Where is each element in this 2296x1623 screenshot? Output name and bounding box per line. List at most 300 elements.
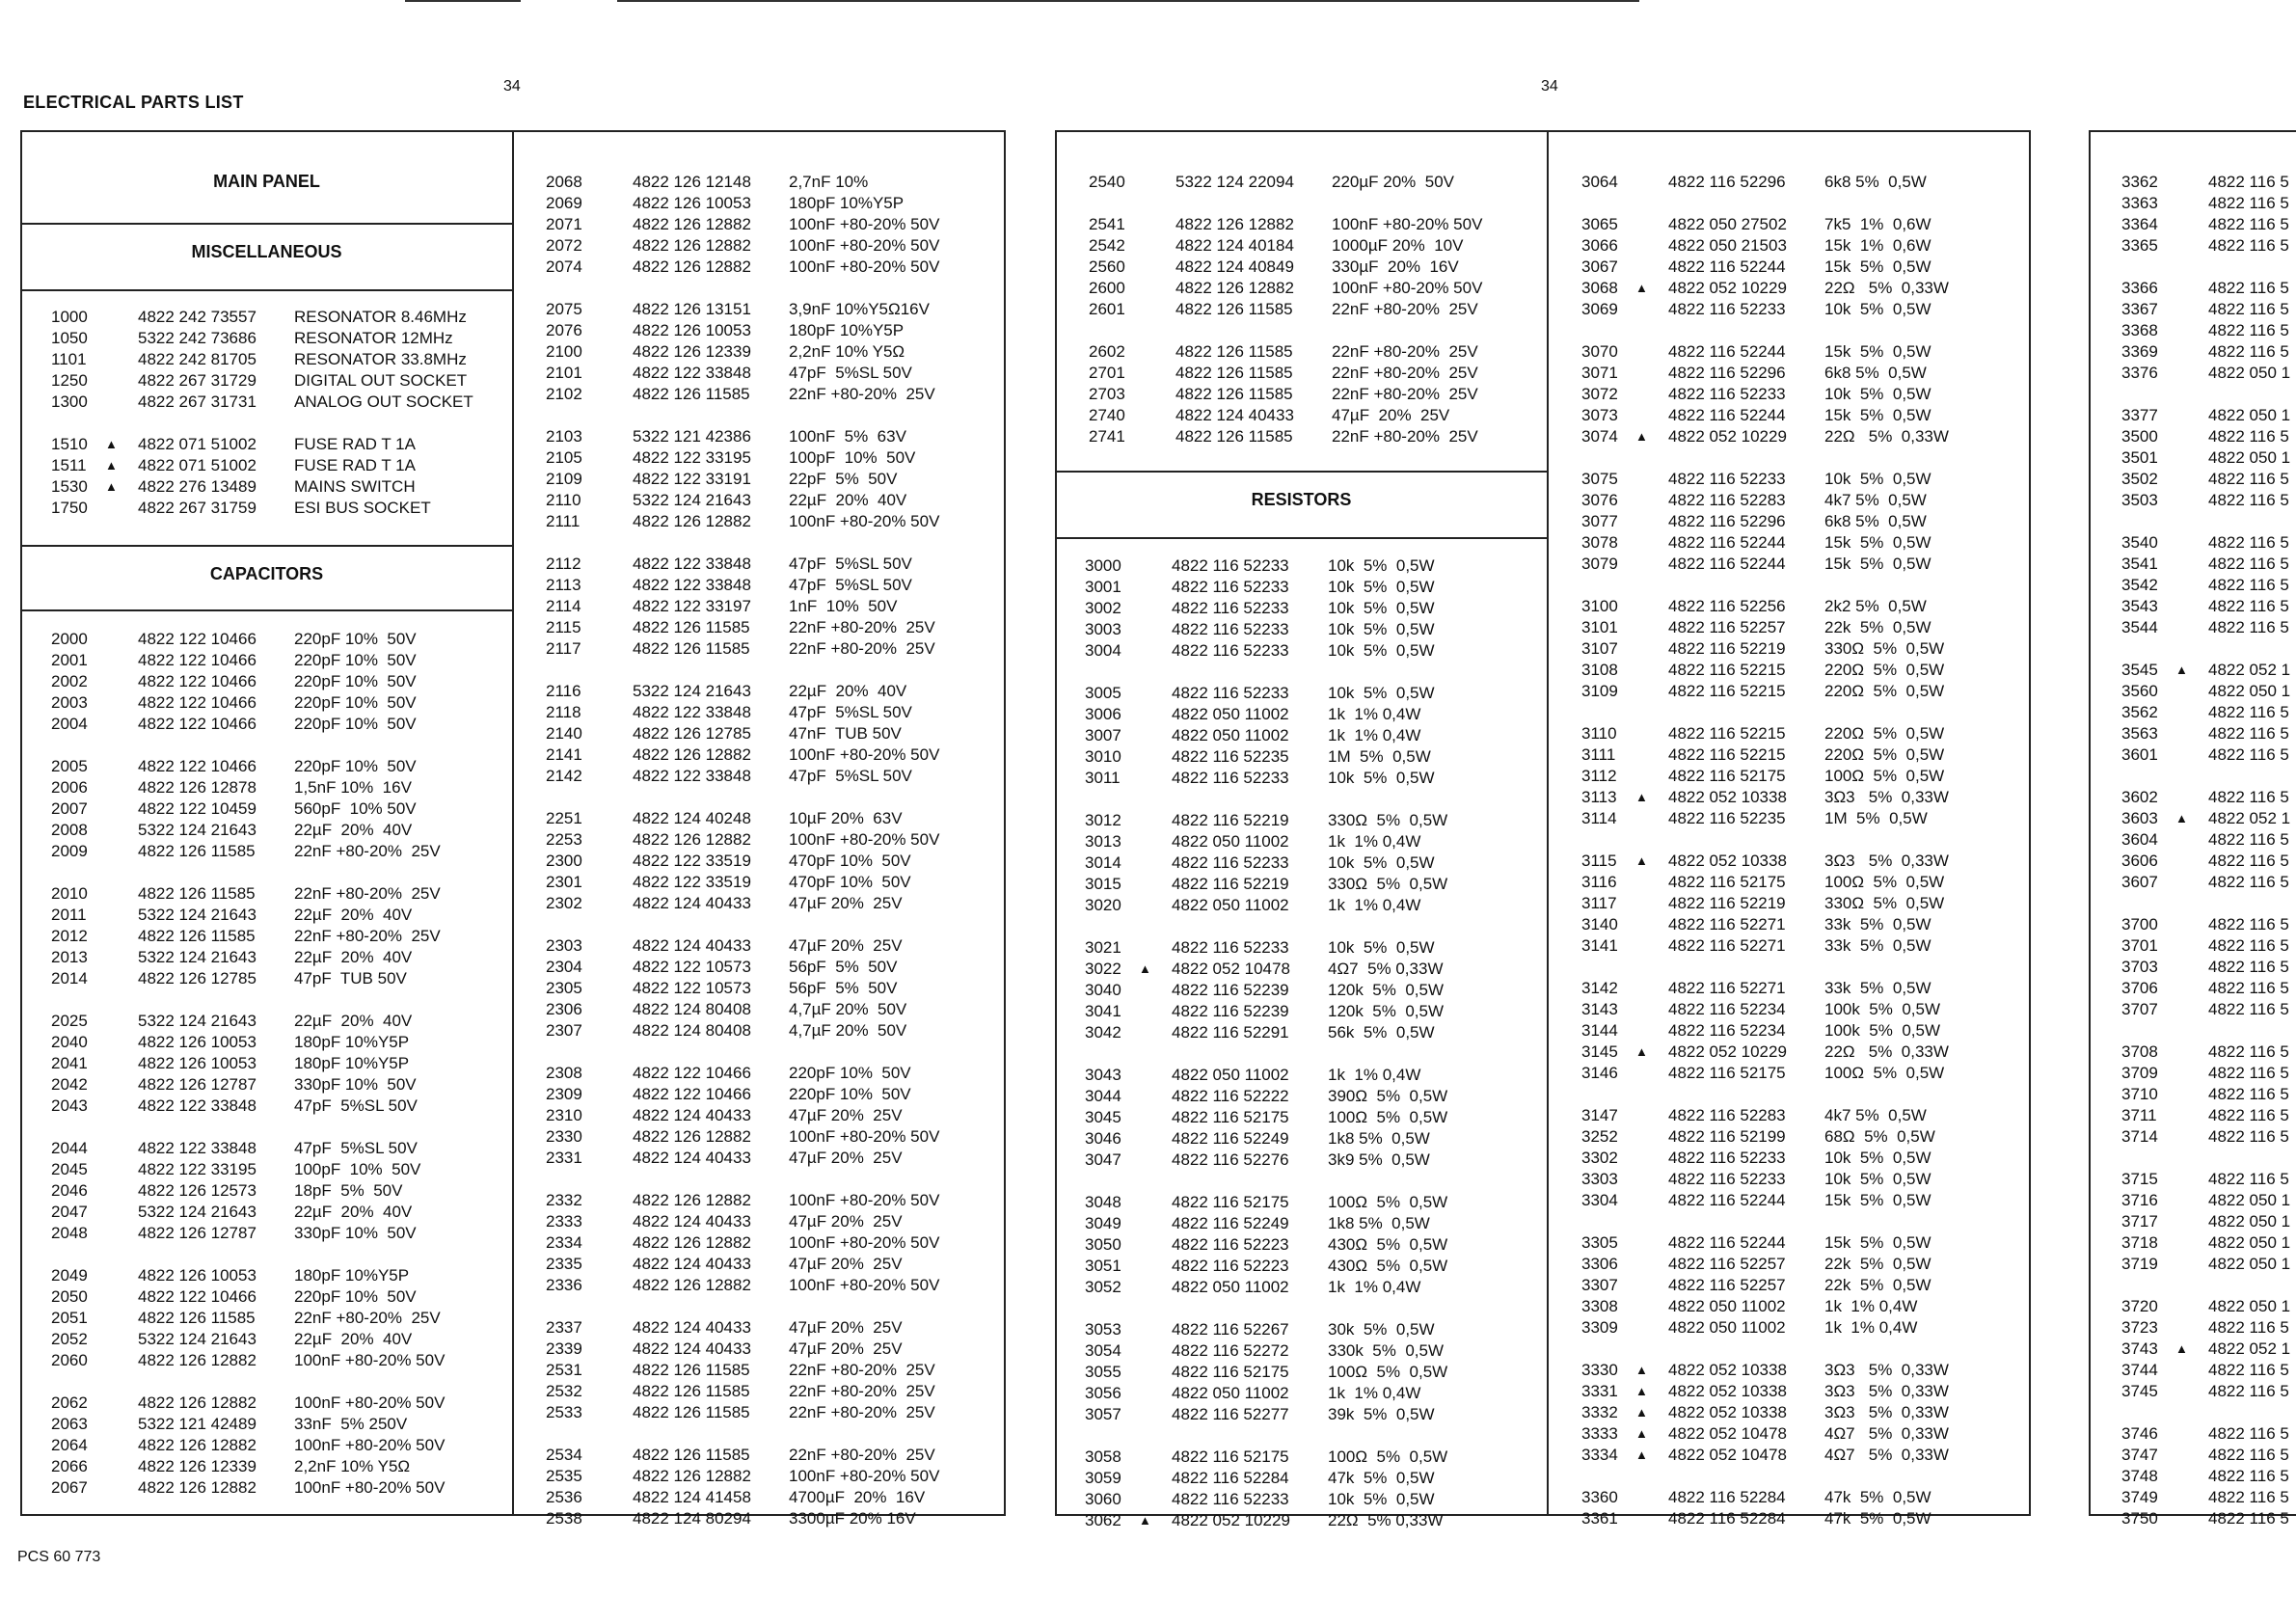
safety-mark bbox=[600, 214, 633, 235]
position: 2534 bbox=[546, 1446, 582, 1464]
part-row bbox=[1089, 235, 1544, 257]
part-number: 4822 116 5 bbox=[2208, 873, 2289, 891]
position: 3053 bbox=[1085, 1320, 1121, 1339]
position: 3361 bbox=[1581, 1509, 1618, 1528]
safety-mark bbox=[2175, 469, 2208, 490]
position: 3307 bbox=[1581, 1276, 1618, 1294]
part-number: 4822 116 5 bbox=[2208, 830, 2289, 849]
part-number: 4822 126 11585 bbox=[1175, 342, 1293, 361]
safety-mark bbox=[600, 554, 633, 575]
position: 2538 bbox=[546, 1509, 582, 1528]
position: 3367 bbox=[2121, 300, 2158, 318]
right-page-divider bbox=[1547, 130, 1549, 1516]
position: 2002 bbox=[51, 672, 88, 690]
part-row bbox=[2121, 808, 2296, 829]
part-row bbox=[1085, 1086, 1540, 1107]
part-row bbox=[1085, 1022, 1540, 1043]
part-number: 4822 126 12882 bbox=[633, 257, 751, 276]
description: 22µF 20% 40V bbox=[294, 948, 413, 966]
part-number: 4822 116 5 bbox=[2208, 1488, 2289, 1506]
part-number: 4822 116 52239 bbox=[1172, 1002, 1289, 1020]
part-row bbox=[1085, 725, 1540, 746]
position: 3708 bbox=[2121, 1042, 2158, 1061]
position: 2308 bbox=[546, 1064, 582, 1082]
part-row bbox=[2121, 490, 2296, 511]
part-row bbox=[1581, 978, 2037, 999]
description: 22nF +80-20% 25V bbox=[1332, 300, 1478, 318]
part-number: 4822 116 52271 bbox=[1668, 915, 1786, 933]
position: 3602 bbox=[2121, 788, 2158, 806]
safety-mark bbox=[600, 426, 633, 447]
description: 22nF +80-20% 25V bbox=[294, 842, 441, 860]
description: 3k9 5% 0,5W bbox=[1328, 1150, 1430, 1169]
position: 2043 bbox=[51, 1096, 88, 1115]
safety-mark bbox=[105, 1308, 138, 1329]
part-number: 4822 116 52235 bbox=[1668, 809, 1786, 827]
part-number: 4822 071 51002 bbox=[138, 456, 257, 474]
position: 3042 bbox=[1085, 1023, 1121, 1041]
safety-mark bbox=[600, 299, 633, 320]
part-number: 5322 121 42489 bbox=[138, 1415, 257, 1433]
part-number: 4822 071 51002 bbox=[138, 435, 257, 453]
position: 2701 bbox=[1089, 364, 1125, 382]
position: 2069 bbox=[546, 194, 582, 212]
part-row bbox=[2121, 914, 2296, 935]
part-number: 5322 242 73686 bbox=[138, 329, 257, 347]
description: 22µF 20% 40V bbox=[294, 821, 413, 839]
position: 3075 bbox=[1581, 470, 1618, 488]
part-row bbox=[2121, 1211, 2296, 1232]
position: 2072 bbox=[546, 236, 582, 255]
description: 10k 5% 0,5W bbox=[1824, 470, 1931, 488]
safety-mark bbox=[600, 744, 633, 766]
part-row bbox=[1085, 1001, 1540, 1022]
main-panel-rule bbox=[20, 223, 513, 225]
part-number: 4822 122 33848 bbox=[138, 1096, 257, 1115]
position: 3065 bbox=[1581, 215, 1618, 233]
part-number: 4822 116 52219 bbox=[1668, 894, 1786, 912]
description: 220pF 10% 50V bbox=[789, 1064, 911, 1082]
safety-mark bbox=[105, 650, 138, 671]
safety-mark bbox=[1139, 1404, 1172, 1425]
part-number: 4822 116 5 bbox=[2208, 576, 2289, 594]
safety-mark bbox=[105, 1096, 138, 1117]
part-number: 4822 116 52222 bbox=[1172, 1087, 1289, 1105]
safety-mark bbox=[600, 999, 633, 1020]
position: 3334 bbox=[1581, 1446, 1618, 1464]
part-number: 4822 116 5 bbox=[2208, 1127, 2289, 1146]
part-number: 4822 126 11585 bbox=[633, 618, 750, 636]
safety-mark bbox=[600, 341, 633, 363]
part-row bbox=[546, 554, 1001, 575]
part-row bbox=[1085, 980, 1540, 1001]
part-number: 4822 126 12573 bbox=[138, 1181, 257, 1200]
part-row bbox=[2121, 575, 2296, 596]
position: 2013 bbox=[51, 948, 88, 966]
description: 1k 1% 0,4W bbox=[1328, 1278, 1421, 1296]
row-spacer bbox=[51, 735, 506, 756]
safety-mark bbox=[105, 1393, 138, 1414]
row-spacer bbox=[1085, 1171, 1540, 1192]
description: FUSE RAD T 1A bbox=[294, 435, 416, 453]
part-number: 4822 124 80294 bbox=[633, 1509, 751, 1528]
description: 47pF 5%SL 50V bbox=[789, 364, 912, 382]
position: 3055 bbox=[1085, 1363, 1121, 1381]
part-row bbox=[1581, 278, 2037, 299]
position: 3362 bbox=[2121, 173, 2158, 191]
position: 3711 bbox=[2121, 1106, 2157, 1124]
safety-mark bbox=[1635, 1126, 1668, 1148]
safety-mark: ▲ bbox=[1635, 1426, 1648, 1441]
row-spacer bbox=[546, 787, 1001, 808]
part-number: 4822 126 10053 bbox=[633, 321, 751, 339]
position: 3067 bbox=[1581, 257, 1618, 276]
description: FUSE RAD T 1A bbox=[294, 456, 416, 474]
position: 3144 bbox=[1581, 1021, 1618, 1040]
position: 3005 bbox=[1085, 684, 1121, 702]
part-number: 4822 116 5 bbox=[2208, 1085, 2289, 1103]
safety-mark bbox=[105, 777, 138, 798]
position: 3079 bbox=[1581, 555, 1618, 573]
description: 1M 5% 0,5W bbox=[1824, 809, 1928, 827]
safety-mark bbox=[1635, 257, 1668, 278]
part-number: 4822 050 1 bbox=[2208, 1233, 2291, 1252]
description: 47nF TUB 50V bbox=[789, 724, 902, 743]
description: 330Ω 5% 0,5W bbox=[1328, 875, 1448, 893]
description: 22µF 20% 40V bbox=[294, 1203, 413, 1221]
position: 2535 bbox=[546, 1467, 582, 1485]
description: 220Ω 5% 0,5W bbox=[1824, 682, 1945, 700]
part-number: 4822 126 12339 bbox=[633, 342, 751, 361]
part-row bbox=[51, 1329, 506, 1350]
part-number: 4822 116 5 bbox=[2208, 1382, 2289, 1400]
part-number: 4822 052 10338 bbox=[1668, 1403, 1787, 1421]
part-number: 4822 267 31731 bbox=[138, 392, 257, 411]
part-number: 4822 116 52233 bbox=[1172, 641, 1289, 660]
part-row bbox=[1581, 893, 2037, 914]
part-number: 4822 124 40184 bbox=[1175, 236, 1294, 255]
capacitors-heading: CAPACITORS bbox=[209, 564, 324, 583]
part-number: 4822 124 40248 bbox=[633, 809, 751, 827]
row-spacer bbox=[1581, 829, 2037, 851]
description: 22nF +80-20% 25V bbox=[789, 618, 935, 636]
position: 2335 bbox=[546, 1255, 582, 1273]
part-row bbox=[546, 1402, 1001, 1423]
safety-mark bbox=[1139, 768, 1172, 789]
safety-mark bbox=[600, 851, 633, 872]
part-row bbox=[546, 723, 1001, 744]
position: 2532 bbox=[546, 1382, 582, 1400]
part-number: 4822 126 10053 bbox=[633, 194, 751, 212]
description: 22µF 20% 40V bbox=[294, 906, 413, 924]
part-row bbox=[1089, 299, 1544, 320]
part-number: 4822 126 12882 bbox=[138, 1436, 257, 1454]
part-row bbox=[2121, 532, 2296, 554]
part-row bbox=[51, 370, 506, 392]
safety-mark bbox=[1635, 1317, 1668, 1339]
position: 2102 bbox=[546, 385, 582, 403]
part-row bbox=[51, 968, 506, 989]
position: 2140 bbox=[546, 724, 582, 743]
part-row bbox=[2121, 214, 2296, 235]
description: 33k 5% 0,5W bbox=[1824, 915, 1931, 933]
part-row bbox=[2121, 447, 2296, 469]
safety-mark: ▲ bbox=[1635, 1044, 1648, 1059]
position: 2025 bbox=[51, 1012, 88, 1030]
misc-header-rule bbox=[20, 289, 513, 291]
safety-mark bbox=[2175, 935, 2208, 957]
safety-mark bbox=[2175, 1445, 2208, 1466]
part-row bbox=[546, 384, 1001, 405]
safety-mark bbox=[1635, 1148, 1668, 1169]
position: 3012 bbox=[1085, 811, 1121, 829]
part-row bbox=[2121, 1445, 2296, 1466]
description: 330k 5% 0,5W bbox=[1328, 1341, 1445, 1360]
safety-mark bbox=[1139, 831, 1172, 852]
part-number: 4822 126 12339 bbox=[138, 1457, 257, 1475]
part-row bbox=[546, 808, 1001, 829]
part-row bbox=[1085, 1213, 1540, 1234]
safety-mark bbox=[1635, 681, 1668, 702]
part-row bbox=[546, 1487, 1001, 1508]
safety-mark bbox=[600, 490, 633, 511]
safety-mark bbox=[105, 629, 138, 650]
part-number: 4822 126 11585 bbox=[1175, 364, 1293, 382]
part-row bbox=[1581, 808, 2037, 829]
part-row bbox=[51, 1414, 506, 1435]
safety-mark bbox=[1139, 704, 1172, 725]
safety-mark bbox=[1139, 1192, 1172, 1213]
safety-mark bbox=[1139, 725, 1172, 746]
position: 3021 bbox=[1085, 938, 1121, 957]
part-number: 4822 122 33519 bbox=[633, 852, 751, 870]
safety-mark bbox=[1139, 810, 1172, 831]
part-row bbox=[2121, 1190, 2296, 1211]
safety-mark bbox=[105, 883, 138, 905]
position: 3078 bbox=[1581, 533, 1618, 552]
position: 2540 bbox=[1089, 173, 1125, 191]
position: 3707 bbox=[2121, 1000, 2158, 1018]
part-row bbox=[51, 1223, 506, 1244]
description: 100nF +80-20% 50V bbox=[1332, 215, 1483, 233]
part-row bbox=[51, 1202, 506, 1223]
part-row bbox=[546, 299, 1001, 320]
position: 2740 bbox=[1089, 406, 1125, 424]
part-number: 4822 116 52234 bbox=[1668, 1000, 1786, 1018]
position: 2046 bbox=[51, 1181, 88, 1200]
part-row bbox=[1581, 1275, 2037, 1296]
safety-mark bbox=[2175, 532, 2208, 554]
part-row bbox=[546, 935, 1001, 957]
part-row bbox=[1581, 617, 2037, 638]
position: 2334 bbox=[546, 1233, 582, 1252]
part-number: 4822 126 12882 bbox=[633, 1276, 751, 1294]
position: 3111 bbox=[1581, 745, 1616, 764]
position: 2109 bbox=[546, 470, 582, 488]
part-row bbox=[2121, 1360, 2296, 1381]
safety-mark bbox=[1139, 980, 1172, 1001]
safety-mark bbox=[1139, 1319, 1172, 1340]
part-number: 4822 050 1 bbox=[2208, 406, 2291, 424]
position: 2114 bbox=[546, 597, 581, 615]
part-number: 5322 124 21643 bbox=[138, 1012, 257, 1030]
part-row bbox=[1085, 1234, 1540, 1256]
safety-mark bbox=[1139, 1340, 1172, 1362]
part-number: 4822 124 80408 bbox=[633, 1000, 751, 1018]
part-number: 4822 116 52223 bbox=[1172, 1235, 1289, 1254]
description: 100nF +80-20% 50V bbox=[789, 257, 940, 276]
description: 220Ω 5% 0,5W bbox=[1824, 745, 1945, 764]
safety-mark bbox=[1635, 299, 1668, 320]
part-number: 4822 050 11002 bbox=[1172, 1066, 1289, 1084]
part-row bbox=[2121, 1317, 2296, 1339]
safety-mark bbox=[600, 1317, 633, 1339]
position: 3141 bbox=[1581, 936, 1618, 955]
part-row bbox=[1581, 532, 2037, 554]
description: 22nF +80-20% 25V bbox=[1332, 364, 1478, 382]
part-number: 4822 122 10466 bbox=[138, 693, 257, 712]
part-row bbox=[2121, 172, 2296, 193]
safety-mark bbox=[1143, 214, 1175, 235]
position: 3113 bbox=[1581, 788, 1617, 806]
safety-mark bbox=[2175, 744, 2208, 766]
part-number: 4822 050 21503 bbox=[1668, 236, 1787, 255]
description: 560pF 10% 50V bbox=[294, 799, 417, 818]
part-number: 4822 050 1 bbox=[2208, 1255, 2291, 1273]
row-spacer bbox=[1581, 1339, 2037, 1360]
position: 3369 bbox=[2121, 342, 2158, 361]
position: 3072 bbox=[1581, 385, 1618, 403]
part-number: 4822 126 11585 bbox=[138, 842, 256, 860]
part-number: 4822 116 52233 bbox=[1172, 578, 1289, 596]
part-number: 4822 122 10466 bbox=[138, 715, 257, 733]
part-number: 4822 050 1 bbox=[2208, 448, 2291, 467]
part-row bbox=[1581, 872, 2037, 893]
safety-mark bbox=[105, 820, 138, 841]
position: 3503 bbox=[2121, 491, 2158, 509]
part-row bbox=[2121, 723, 2296, 744]
description: 10k 5% 0,5W bbox=[1824, 300, 1931, 318]
description: 22µF 20% 40V bbox=[294, 1012, 413, 1030]
row-spacer bbox=[546, 1296, 1001, 1317]
row-spacer bbox=[2121, 1402, 2296, 1423]
safety-mark bbox=[2175, 426, 2208, 447]
position: 2105 bbox=[546, 448, 582, 467]
safety-mark bbox=[1635, 532, 1668, 554]
safety-mark bbox=[105, 328, 138, 349]
description: 4Ω7 5% 0,33W bbox=[1824, 1446, 1949, 1464]
part-number: 4822 124 40433 bbox=[633, 1318, 751, 1337]
description: 10k 5% 0,5W bbox=[1824, 385, 1931, 403]
part-number: 4822 052 10478 bbox=[1172, 960, 1290, 978]
description: 15k 1% 0,6W bbox=[1824, 236, 1931, 255]
position: 2044 bbox=[51, 1139, 88, 1157]
description: 100Ω 5% 0,5W bbox=[1824, 767, 1945, 785]
part-row bbox=[2121, 1169, 2296, 1190]
position: 3714 bbox=[2121, 1127, 2158, 1146]
safety-mark bbox=[2175, 787, 2208, 808]
description: 39k 5% 0,5W bbox=[1328, 1405, 1435, 1423]
part-number: 4822 116 5 bbox=[2208, 1042, 2289, 1061]
position: 2333 bbox=[546, 1212, 582, 1231]
description: 1k 1% 0,4W bbox=[1328, 705, 1421, 723]
row-spacer bbox=[546, 1423, 1001, 1445]
part-row bbox=[51, 798, 506, 820]
position: 2010 bbox=[51, 884, 88, 903]
part-row bbox=[2121, 1296, 2296, 1317]
part-row bbox=[2121, 1508, 2296, 1529]
part-row bbox=[2121, 1063, 2296, 1084]
part-row bbox=[1085, 683, 1540, 704]
description: 47pF 5%SL 50V bbox=[789, 555, 912, 573]
part-row bbox=[2121, 829, 2296, 851]
position: 3360 bbox=[1581, 1488, 1618, 1506]
description: 47pF TUB 50V bbox=[294, 969, 407, 987]
description: 47µF 20% 25V bbox=[789, 1149, 903, 1167]
position: 3047 bbox=[1085, 1150, 1121, 1169]
description: MAINS SWITCH bbox=[294, 477, 416, 496]
position: 2300 bbox=[546, 852, 582, 870]
part-number: 4822 116 52296 bbox=[1668, 173, 1786, 191]
description: 10k 5% 0,5W bbox=[1824, 1149, 1931, 1167]
safety-mark bbox=[2175, 1041, 2208, 1063]
part-number: 4822 122 33848 bbox=[138, 1139, 257, 1157]
part-number: 4822 126 12882 bbox=[138, 1351, 257, 1369]
position: 2117 bbox=[546, 639, 581, 658]
safety-mark: ▲ bbox=[1635, 790, 1648, 804]
description: 180pF 10%Y5P bbox=[294, 1266, 410, 1285]
part-row bbox=[546, 1445, 1001, 1466]
part-row bbox=[2121, 596, 2296, 617]
description: 10k 5% 0,5W bbox=[1824, 1170, 1931, 1188]
description: 470pF 10% 50V bbox=[789, 852, 911, 870]
safety-mark bbox=[1139, 1213, 1172, 1234]
part-number: 4822 126 12148 bbox=[633, 173, 751, 191]
part-row bbox=[1581, 851, 2037, 872]
part-number: 4822 116 52219 bbox=[1172, 875, 1289, 893]
position: 2068 bbox=[546, 173, 582, 191]
part-number: 4822 116 52283 bbox=[1668, 491, 1786, 509]
part-number: 4822 276 13489 bbox=[138, 477, 257, 496]
position: 3308 bbox=[1581, 1297, 1618, 1315]
part-row bbox=[51, 455, 506, 476]
position: 2253 bbox=[546, 830, 582, 849]
position: 3306 bbox=[1581, 1255, 1618, 1273]
safety-mark bbox=[1139, 937, 1172, 959]
safety-mark bbox=[2175, 1105, 2208, 1126]
description: 22nF +80-20% 25V bbox=[294, 1309, 441, 1327]
capacitors-header-top-rule bbox=[20, 545, 513, 547]
part-number: 4822 116 5 bbox=[2208, 745, 2289, 764]
part-number: 4822 122 10466 bbox=[633, 1085, 751, 1103]
safety-mark bbox=[600, 1084, 633, 1105]
safety-mark bbox=[1139, 852, 1172, 874]
position: 3305 bbox=[1581, 1233, 1618, 1252]
position: 3147 bbox=[1581, 1106, 1618, 1124]
description: 430Ω 5% 0,5W bbox=[1328, 1235, 1448, 1254]
description: 100nF +80-20% 50V bbox=[789, 512, 940, 530]
part-row bbox=[1581, 511, 2037, 532]
description: 15k 5% 0,5W bbox=[1824, 1233, 1931, 1252]
safety-mark bbox=[1139, 1256, 1172, 1277]
part-row bbox=[546, 511, 1001, 532]
position: 3718 bbox=[2121, 1233, 2158, 1252]
description: 100Ω 5% 0,5W bbox=[1824, 1064, 1945, 1082]
position: 3146 bbox=[1581, 1064, 1618, 1082]
part-number: 4822 116 52256 bbox=[1668, 597, 1786, 615]
safety-mark bbox=[600, 1254, 633, 1275]
part-row bbox=[546, 1317, 1001, 1339]
